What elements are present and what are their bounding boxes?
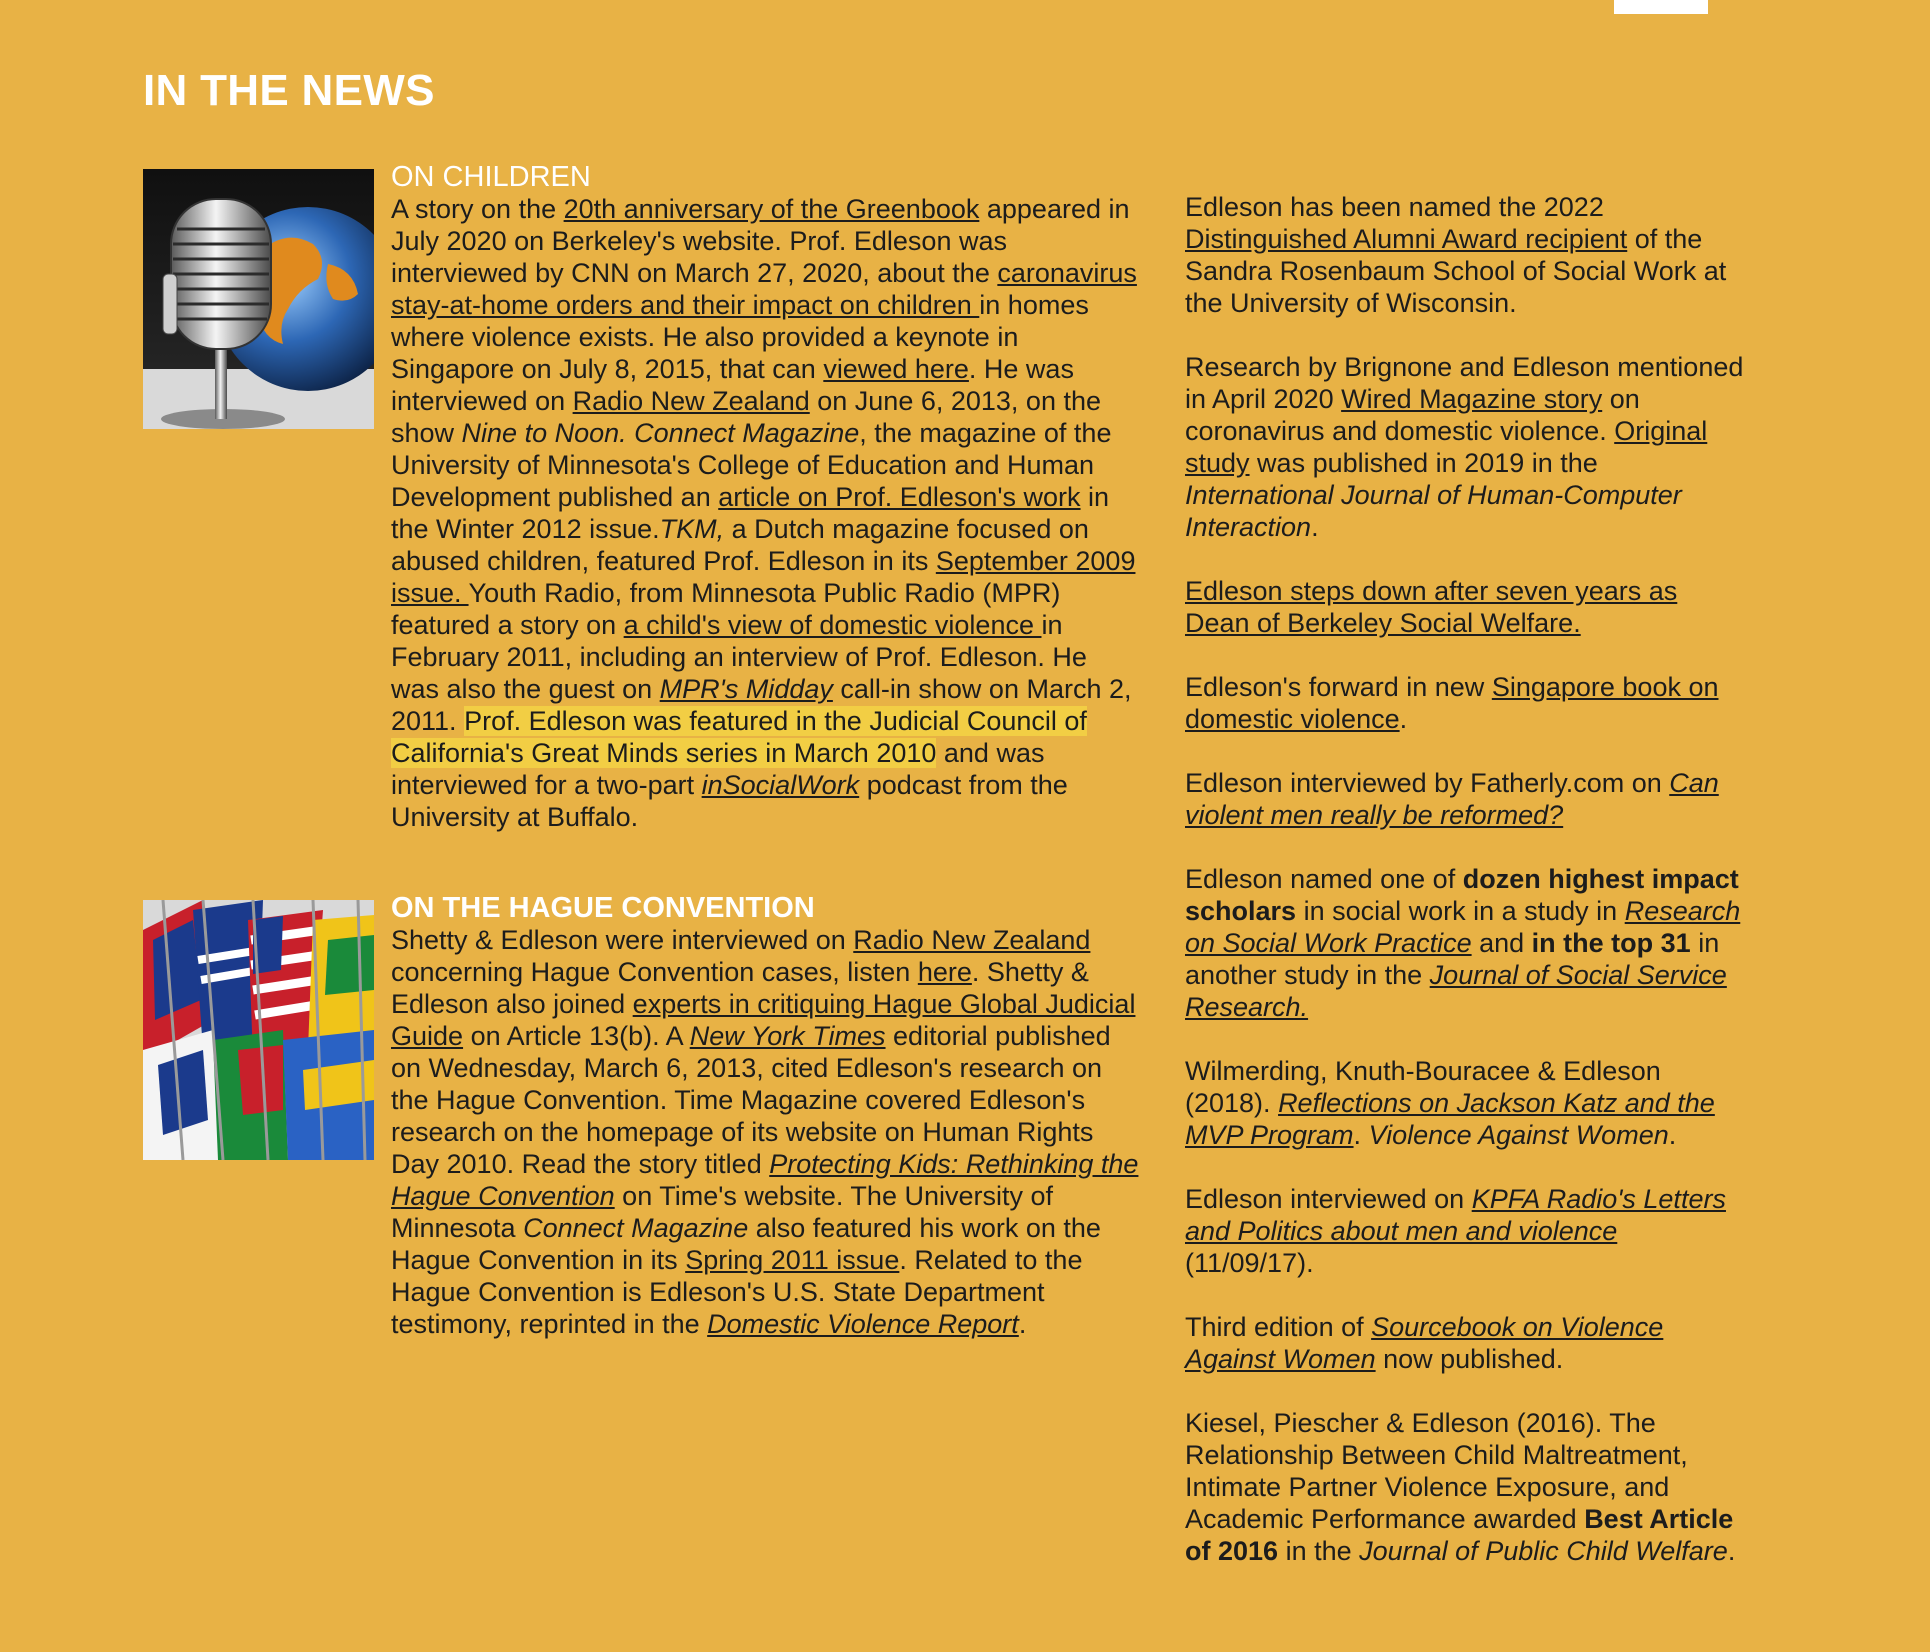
link-mprs-midday[interactable]: MPR's Midday bbox=[659, 674, 833, 704]
link-violent-men-reformed[interactable]: Can violent men really be reformed? bbox=[1185, 768, 1719, 830]
right-news-column bbox=[1185, 191, 1745, 1567]
bold-text: dozen highest impact scholars bbox=[1185, 864, 1739, 926]
text: Wilmerding, Knuth-Bouracee & Edleson (2018). bbox=[1185, 1056, 1661, 1118]
text: Edleson interviewed on bbox=[1185, 1184, 1472, 1214]
text: concerning Hague Convention cases, listen bbox=[391, 957, 918, 987]
text: Edleson named one of bbox=[1185, 864, 1463, 894]
link-original-study[interactable]: Original study bbox=[1185, 416, 1708, 478]
text: . He was interviewed on bbox=[391, 354, 1074, 416]
text: on coronavirus and domestic violence. bbox=[1185, 384, 1640, 446]
text: . bbox=[1399, 704, 1408, 734]
news-item bbox=[1185, 575, 1745, 639]
news-item bbox=[1185, 1407, 1745, 1567]
news-item bbox=[1185, 1055, 1745, 1151]
text: Research by Brignone and Edleson mentioned in April 2020 bbox=[1185, 352, 1744, 414]
section-heading-children: ON CHILDREN bbox=[391, 161, 591, 193]
text: on Article 13(b). A bbox=[463, 1021, 690, 1051]
link-distinguished-alumni-award[interactable]: Distinguished Alumni Award recipient bbox=[1185, 224, 1628, 254]
link-experts-critiquing-guide[interactable]: experts in critiquing Hague Global Judicial Guide bbox=[391, 989, 1136, 1051]
text: and was interviewed for a two-part bbox=[391, 738, 1045, 800]
text: . bbox=[1668, 1120, 1677, 1150]
link-sourcebook-violence[interactable]: Sourcebook on Violence Against Women bbox=[1185, 1312, 1664, 1374]
text: was published in 2019 in the bbox=[1249, 448, 1598, 478]
text: A story on the bbox=[391, 194, 564, 224]
text: in February 2011, including an interview of Prof. Edleson. He was also the guest on bbox=[391, 610, 1087, 704]
text: Edleson has been named the 2022 bbox=[1185, 192, 1604, 222]
italic-text: Journal of Public Child Welfare bbox=[1359, 1536, 1728, 1566]
news-item bbox=[1185, 767, 1745, 831]
link-new-york-times[interactable]: New York Times bbox=[689, 1021, 886, 1051]
news-item bbox=[1185, 351, 1745, 543]
link-singapore-book[interactable]: Singapore book on domestic violence bbox=[1185, 672, 1719, 734]
bold-text: in the top 31 bbox=[1531, 928, 1691, 958]
text: (11/09/17). bbox=[1185, 1248, 1314, 1278]
link-radio-new-zealand-hague[interactable]: Radio New Zealand bbox=[853, 925, 1091, 955]
link-protecting-kids[interactable]: Protecting Kids: Rethinking the Hague Convention bbox=[391, 1149, 1139, 1211]
section-heading-hague: ON THE HAGUE CONVENTION bbox=[391, 892, 815, 924]
news-item bbox=[1185, 671, 1745, 735]
italic-text: Nine to Noon. Connect Magazine bbox=[461, 418, 860, 448]
flags-image bbox=[143, 900, 374, 1160]
text: in the Winter 2012 issue. bbox=[391, 482, 1110, 544]
text: on Time's website. The University of Minnesota bbox=[391, 1181, 1053, 1243]
link-listen-here[interactable]: here bbox=[917, 957, 972, 987]
link-journal-social-service-research[interactable]: Journal of Social Service Research. bbox=[1185, 960, 1727, 1022]
page-title: IN THE NEWS bbox=[143, 66, 435, 115]
text: Youth Radio, from Minnesota Public Radio (MPR) featured a story on bbox=[391, 578, 1061, 640]
top-white-tab[interactable] bbox=[1614, 0, 1708, 14]
text: Shetty & Edleson were interviewed on bbox=[391, 925, 854, 955]
link-research-social-work-practice[interactable]: Research on Social Work Practice bbox=[1185, 896, 1741, 958]
link-coronavirus-orders[interactable]: caronavirus stay-at-home orders and their impact on children bbox=[391, 258, 1137, 320]
news-item bbox=[1185, 1311, 1745, 1375]
link-edleson-steps-down[interactable]: Edleson steps down after seven years as Dean of Berkeley Social Welfare. bbox=[1185, 576, 1678, 638]
link-radio-new-zealand[interactable]: Radio New Zealand bbox=[572, 386, 810, 416]
text: in homes where violence exists. He also provided a keynote in Singapore on July 8, 2015, that can bbox=[391, 290, 1089, 384]
text: podcast from the University at Buffalo. bbox=[391, 770, 1068, 832]
text: on June 6, 2013, on the show bbox=[391, 386, 1101, 448]
text: editorial published on Wednesday, March 6, 2013, cited Edleson's research on the Hague Convention. Time Magazine covered Edleson's research on the homepage of its website on Human Rights Day 2010. Read the story titled bbox=[391, 1021, 1111, 1179]
text: in social work in a study in bbox=[1296, 896, 1625, 926]
text: . bbox=[1311, 512, 1319, 542]
hague-paragraph bbox=[391, 924, 1141, 1340]
text: . Related to the Hague Convention is Edleson's U.S. State Department testimony, reprinted in the bbox=[391, 1245, 1083, 1339]
text: and bbox=[1471, 928, 1532, 958]
italic-text: Violence Against Women bbox=[1368, 1120, 1669, 1150]
text: . bbox=[1353, 1120, 1369, 1150]
microphone-globe-image bbox=[143, 169, 374, 429]
section-on-children bbox=[391, 161, 1141, 833]
italic-text: Connect Magazine bbox=[523, 1213, 749, 1243]
highlighted-text: Prof. Edleson was featured in the Judicial Council of California's Great Minds series in March 2010 bbox=[391, 706, 1087, 768]
text: call-in show on March 2, 2011. bbox=[391, 674, 1132, 736]
text: Edleson interviewed by Fatherly.com on bbox=[1185, 768, 1670, 798]
bold-text: Best Article of 2016 bbox=[1185, 1504, 1734, 1566]
section-hague-convention bbox=[391, 892, 1141, 1340]
text: appeared in July 2020 on Berkeley's website. Prof. Edleson was interviewed by CNN on March 27, 2020, about the bbox=[391, 194, 1130, 288]
link-insocialwork[interactable]: inSocialWork bbox=[701, 770, 860, 800]
link-greenbook-anniversary[interactable]: 20th anniversary of the Greenbook bbox=[563, 194, 980, 224]
link-spring-2011-issue[interactable]: Spring 2011 issue bbox=[685, 1245, 900, 1275]
news-item bbox=[1185, 863, 1745, 1023]
link-domestic-violence-report[interactable]: Domestic Violence Report bbox=[707, 1309, 1019, 1339]
text: of the Sandra Rosenbaum School of Social Work at the University of Wisconsin. bbox=[1185, 224, 1727, 318]
text: Edleson's forward in new bbox=[1185, 672, 1492, 702]
text: a Dutch magazine focused on abused children, featured Prof. Edleson in its bbox=[391, 514, 1089, 576]
link-september-2009-issue[interactable]: September 2009 issue. bbox=[391, 546, 1136, 608]
text: in the bbox=[1278, 1536, 1360, 1566]
text: Third edition of bbox=[1185, 1312, 1372, 1342]
text: . Shetty & Edleson also joined bbox=[391, 957, 1089, 1019]
children-paragraph bbox=[391, 193, 1141, 833]
link-childs-view[interactable]: a child's view of domestic violence bbox=[623, 610, 1042, 640]
text: . bbox=[1727, 1536, 1736, 1566]
link-viewed-here[interactable]: viewed here bbox=[823, 354, 969, 384]
link-reflections-jackson-katz[interactable]: Reflections on Jackson Katz and the MVP Program bbox=[1185, 1088, 1715, 1150]
news-item bbox=[1185, 1183, 1745, 1279]
text: , the magazine of the University of Minnesota's College of Education and Human Development published an bbox=[391, 418, 1112, 512]
italic-text: International Journal of Human-Computer Interaction bbox=[1185, 480, 1682, 542]
text: now published. bbox=[1375, 1344, 1564, 1374]
italic-text: TKM, bbox=[659, 514, 725, 544]
link-kpfa-radio[interactable]: KPFA Radio's Letters and Politics about men and violence bbox=[1185, 1184, 1726, 1246]
text: also featured his work on the Hague Convention in its bbox=[391, 1213, 1101, 1275]
link-wired-magazine-story[interactable]: Wired Magazine story bbox=[1341, 384, 1603, 414]
text: . bbox=[1018, 1309, 1027, 1339]
news-item bbox=[1185, 191, 1745, 319]
text: in another study in the bbox=[1185, 928, 1720, 990]
link-article-edleson-work[interactable]: article on Prof. Edleson's work bbox=[718, 482, 1081, 512]
text: Kiesel, Piescher & Edleson (2016). The Relationship Between Child Maltreatment, Intimate Partner Violence Exposure, and Academic Performance awarded bbox=[1185, 1408, 1688, 1534]
